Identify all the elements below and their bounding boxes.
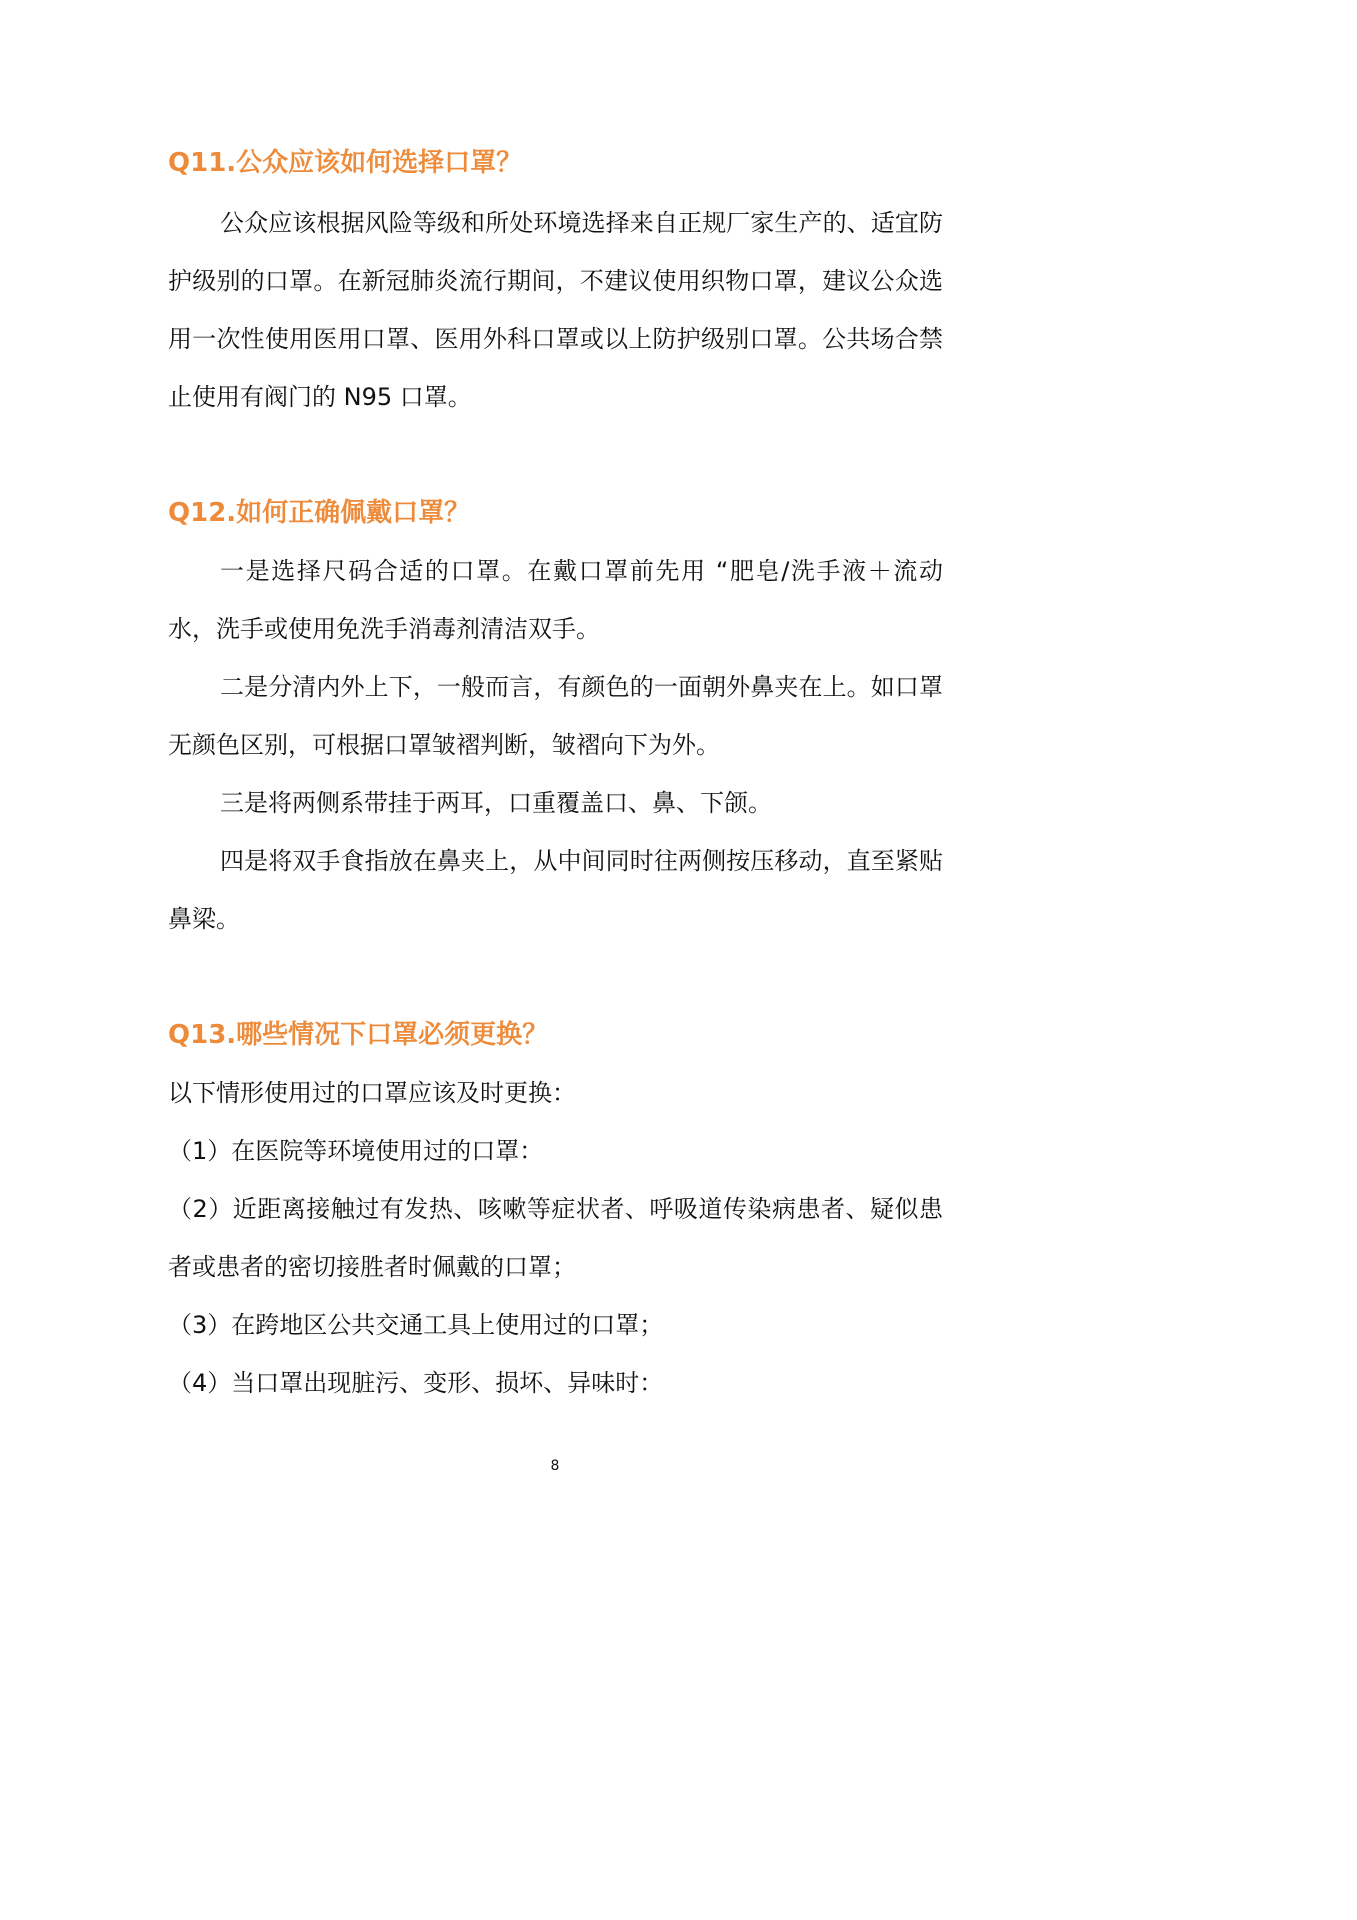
section-q13	[168, 1018, 943, 1052]
list-item: （2）近距离接触过有发热、咳嗽等症状者、呼吸道传染病患者、疑似患者或患者的密切接胜者时佩戴的口罩；	[168, 1195, 943, 1281]
section-q12	[168, 496, 943, 530]
list-item: （3）在跨地区公共交通工具上使用过的口罩；	[168, 1311, 664, 1339]
list-item: （1）在医院等环境使用过的口罩：	[168, 1137, 544, 1165]
list-item: （4）当口罩出现脏污、变形、损坏、异味时：	[168, 1369, 664, 1397]
section-q11-body	[168, 194, 943, 426]
list-intro: 以下情形使用过的口罩应该及时更换：	[168, 1079, 576, 1107]
section-heading: Q12.如何正确佩戴口罩？	[168, 498, 471, 528]
section-q13-body	[168, 1064, 943, 1412]
section-heading: Q13.哪些情况下口罩必须更换？	[168, 1020, 549, 1050]
paragraph: 二是分清内外上下，一般而言，有颜色的一面朝外鼻夹在上。如口罩无颜色区别，可根据口罩皱褶判断，皱褶向下为外。	[168, 673, 943, 759]
paragraph: 三是将两侧系带挂于两耳，口重覆盖口、鼻、下颌。	[220, 789, 772, 817]
section-q12-body	[168, 542, 943, 948]
paragraph: 一是选择尺码合适的口罩。在戴口罩前先用 “肥皂/洗手液＋流动水，洗手或使用免洗手消毒剂清洁双手。	[168, 557, 943, 643]
section-heading: Q11.公众应该如何选择口罩？	[168, 148, 523, 178]
paragraph: 四是将双手食指放在鼻夹上，从中间同时往两侧按压移动，直至紧贴鼻梁。	[168, 847, 943, 933]
paragraph: 公众应该根据风险等级和所处环境选择来自正规厂家生产的、适宜防护级别的口罩。在新冠肺炎流行期间，不建议使用织物口罩，建议公众选用一次性使用医用口罩、医用外科口罩或以上防护级别口罩。公共场合禁止使用有阀门的 N95 口罩。	[168, 209, 943, 411]
section-q11	[168, 146, 943, 180]
page-number: 8	[550, 1458, 560, 1474]
